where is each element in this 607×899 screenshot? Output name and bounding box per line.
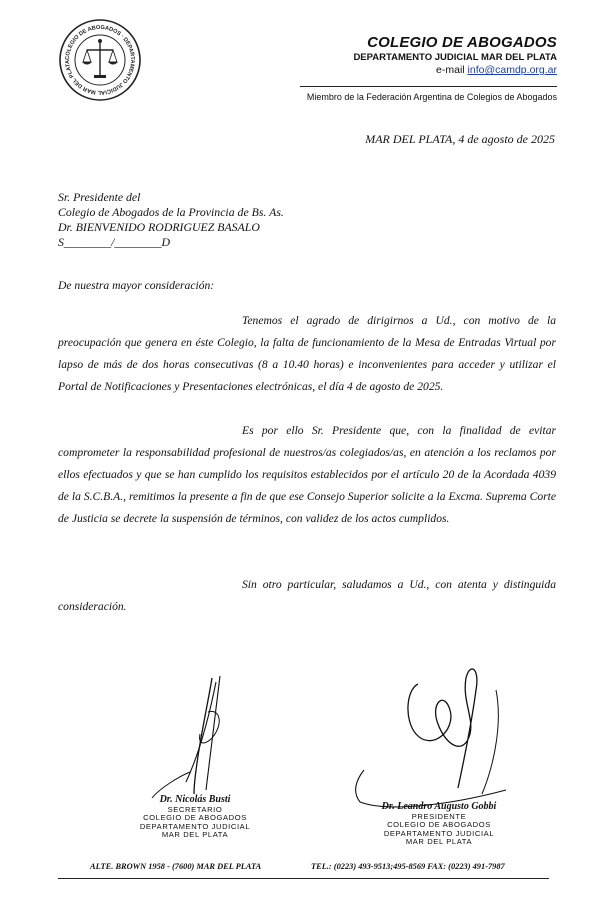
email-label: e-mail xyxy=(436,64,468,76)
recipient-line: Dr. BIENVENIDO RODRIGUEZ BASALO xyxy=(58,220,260,234)
signatory-org: DEPARTAMENTO JUDICIAL xyxy=(139,821,251,831)
letter-date: MAR DEL PLATA, 4 de agosto de 2025 xyxy=(365,132,555,146)
footer-phones: TEL.: (0223) 493-9513;495-8569 FAX: (0223) 491-7987 xyxy=(311,862,505,871)
signatory-role: PRESIDENTE xyxy=(411,811,467,821)
signatory-org: COLEGIO DE ABOGADOS xyxy=(143,813,247,823)
footer-address: ALTE. BROWN 1958 - (7600) MAR DEL PLATA xyxy=(90,862,262,871)
salutation: De nuestra mayor consideración: xyxy=(58,279,215,292)
email-link[interactable]: info@camdp.org.ar xyxy=(467,64,557,76)
signatory-org: COLEGIO DE ABOGADOS xyxy=(387,820,491,830)
signatory-role: SECRETARIO xyxy=(167,804,223,814)
signatory-org: MAR DEL PLATA xyxy=(161,830,229,840)
header-department: DEPARTAMENTO JUDICIAL MAR DEL PLATA xyxy=(353,52,557,63)
signature-scribble-left xyxy=(150,672,270,800)
header-divider xyxy=(300,86,557,87)
header-email-line xyxy=(436,64,557,76)
signatory-org: MAR DEL PLATA xyxy=(405,837,473,847)
signatory-org: DEPARTAMENTO JUDICIAL xyxy=(383,828,495,838)
signatory-name: Dr. Leandro Augusto Gobbi xyxy=(381,801,497,812)
college-seal-logo xyxy=(58,18,142,102)
paragraph-3: Sin otro particular, saludamos a Ud., con atenta y distinguida consideración. xyxy=(58,578,556,613)
signature-right xyxy=(364,803,514,847)
recipient-line: S________/________D xyxy=(58,235,171,249)
recipient-line: Sr. Presidente del xyxy=(58,190,141,204)
footer-divider xyxy=(58,878,549,879)
recipient-line: Colegio de Abogados de la Provincia de Bs. As. xyxy=(58,205,284,219)
signatory-name: Dr. Nicolás Busti xyxy=(159,794,231,805)
svg-text:COLEGIO DE ABOGADOS · DEPARTAM: COLEGIO DE ABOGADOS · DEPARTAMENTO JUDICIAL MAR DEL PLATA xyxy=(64,24,136,96)
signature-scribble-right xyxy=(346,660,526,810)
paragraph-1: Tenemos el agrado de dirigirnos a Ud., con motivo de la preocupación que genera en éste Colegio, la falta de funcionamiento de la Mesa de Entradas Virtual por lapso de más de dos horas consecutivas (8 a 10.40 horas) e inconvenientes para acceder y utilizar el Portal de Notificaciones y Presentaciones electrónicas, el día 4 de agosto de 2025. xyxy=(58,314,556,393)
header-title: COLEGIO DE ABOGADOS xyxy=(367,34,557,51)
recipient-block xyxy=(58,190,284,250)
paragraph-2: Es por ello Sr. Presidente que, con la finalidad de evitar comprometer la responsabilidad profesional de nuestros/as colegiados/as, en atención a los reclamos por ellos efectuados y que se han cumplido los requisitos establecidos por el artículo 20 de la Acordada 4039 de la S.C.B.A., remitimos la presente a fin de que ese Consejo Superior solicite a la Excma. Suprema Corte de Justicia se decrete la suspensión de términos, con validez de los actos cumplidos. xyxy=(58,424,556,525)
header-member-line: Miembro de la Federación Argentina de Colegios de Abogados xyxy=(306,92,557,102)
signature-left xyxy=(130,796,260,840)
